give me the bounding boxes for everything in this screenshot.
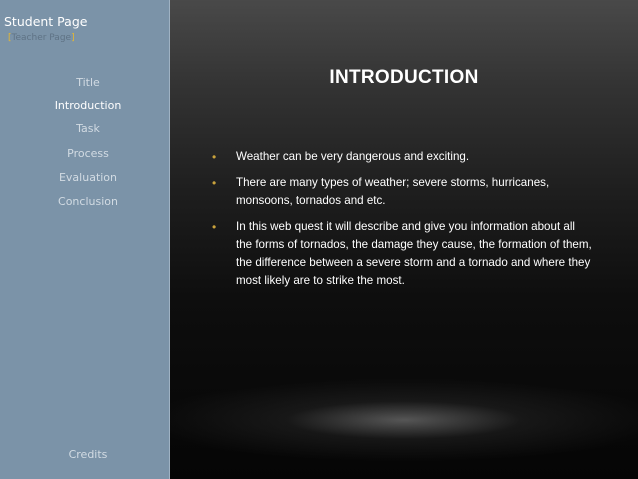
close-bracket: ] <box>71 33 75 43</box>
list-item <box>212 174 592 210</box>
open-bracket: [ <box>8 33 12 43</box>
student-page-label: Student Page <box>4 14 88 29</box>
sidebar <box>0 0 170 479</box>
nav-item-process[interactable]: Process <box>67 147 109 160</box>
teacher-page-link[interactable] <box>8 33 75 43</box>
page-title: INTRODUCTION <box>329 67 479 88</box>
list-item <box>212 218 592 290</box>
nav-item-task[interactable]: Task <box>76 122 100 135</box>
bullet-icon: • <box>212 220 217 234</box>
nav-item-introduction[interactable]: Introduction <box>54 99 122 112</box>
bullet-icon: • <box>212 176 217 190</box>
nav-item-title[interactable]: Title <box>76 76 100 89</box>
teacher-page-label[interactable]: Teacher Page <box>11 33 72 43</box>
bullet-icon: • <box>212 150 217 164</box>
nav-item-credits[interactable]: Credits <box>68 448 108 461</box>
bullet-text: In this web quest it will describe and give you information about all the forms of tornados, the damage they cause, the formation of them, the difference between a severe storm and a tornado and where they most likely are to strike the most. <box>236 220 592 287</box>
bullet-list <box>212 148 592 298</box>
list-item <box>212 148 592 166</box>
bullet-text: There are many types of weather; severe storms, hurricanes, monsoons, tornados and etc. <box>236 176 550 207</box>
bullet-text: Weather can be very dangerous and exciting. <box>236 150 470 163</box>
nav-item-conclusion[interactable]: Conclusion <box>58 195 118 208</box>
nav-item-evaluation[interactable]: Evaluation <box>58 171 118 184</box>
